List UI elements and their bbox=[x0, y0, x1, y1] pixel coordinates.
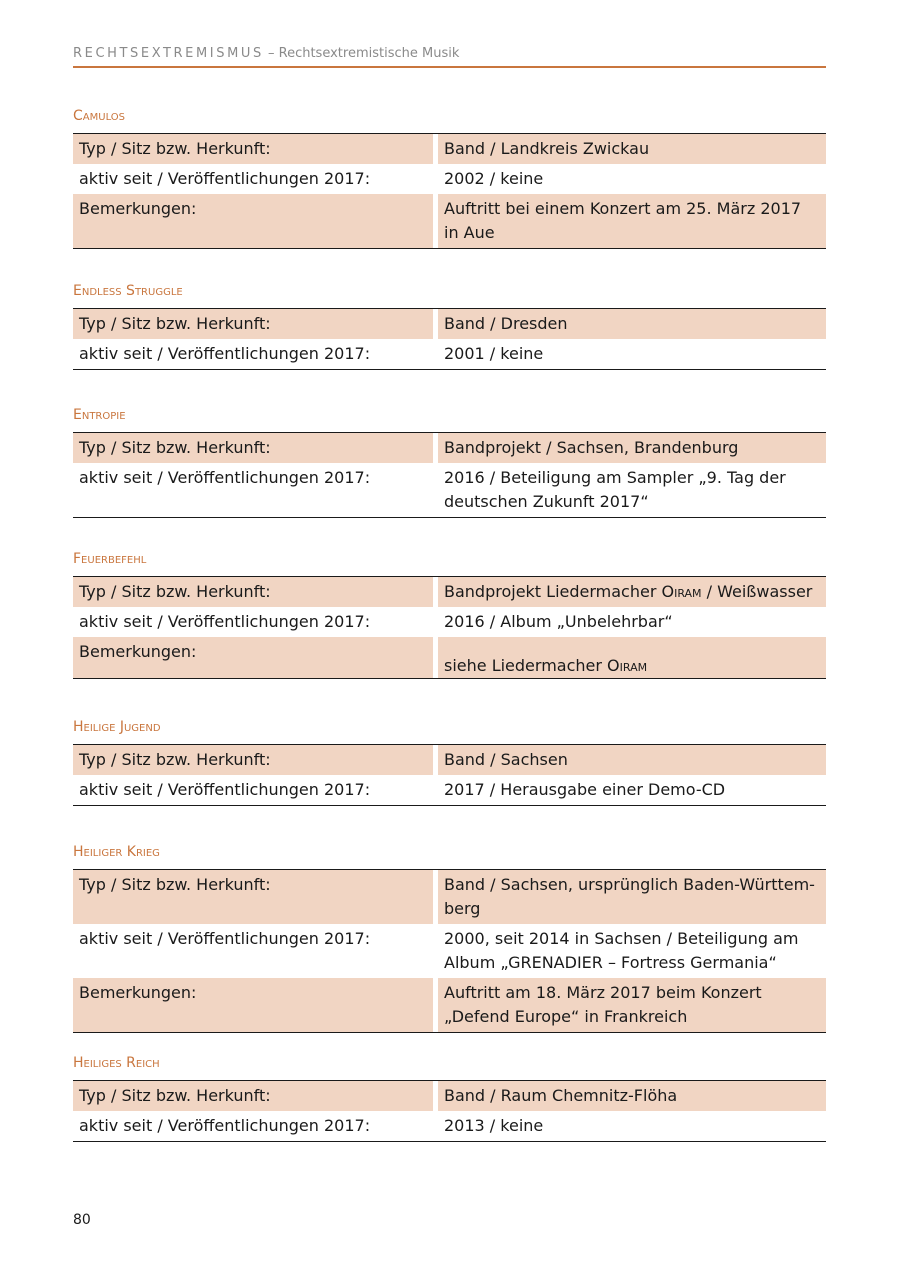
row-label: Typ / Sitz bzw. Herkunft: bbox=[73, 134, 433, 164]
row-label: aktiv seit / Veröffentlichungen 2017: bbox=[79, 612, 371, 631]
row-label: aktiv seit / Veröffentlichungen 2017: bbox=[79, 344, 371, 363]
table-row bbox=[73, 775, 826, 805]
band-entry-camulos bbox=[73, 107, 826, 249]
table-row bbox=[73, 309, 826, 339]
row-label: Typ / Sitz bzw. Herkunft: bbox=[73, 870, 433, 924]
table-row bbox=[73, 924, 826, 978]
row-value: 2002 / keine bbox=[433, 164, 826, 194]
band-table bbox=[73, 869, 826, 1033]
table-row bbox=[73, 577, 826, 607]
band-entry-heiliger-krieg bbox=[73, 843, 826, 1033]
table-row bbox=[73, 1081, 826, 1111]
row-label: aktiv seit / Veröffentlichungen 2017: bbox=[79, 169, 371, 188]
band-table bbox=[73, 576, 826, 679]
band-entry-feuerbefehl bbox=[73, 550, 826, 679]
band-table bbox=[73, 744, 826, 806]
row-label: aktiv seit / Veröffentlichungen 2017: bbox=[79, 929, 371, 948]
row-value: Auftritt bei einem Konzert am 25. März 2017 in Aue bbox=[433, 194, 826, 248]
band-title: Heilige Jugend bbox=[73, 719, 161, 735]
table-row bbox=[73, 607, 826, 637]
row-value: Bandprojekt / Sachsen, Brandenburg bbox=[433, 433, 826, 463]
band-entry-heilige-jugend bbox=[73, 718, 826, 806]
row-label: aktiv seit / Veröffentlichungen 2017: bbox=[79, 468, 371, 487]
band-title: Entropie bbox=[73, 407, 126, 423]
artist-name: Oiram bbox=[607, 656, 648, 675]
page-number: 80 bbox=[73, 1212, 91, 1228]
row-value: 2016 / Album „Unbelehrbar“ bbox=[433, 607, 826, 637]
header-title: RECHTSEXTREMISMUS bbox=[73, 46, 264, 61]
running-header bbox=[73, 46, 826, 68]
row-label: Typ / Sitz bzw. Herkunft: bbox=[73, 577, 433, 607]
row-label: Typ / Sitz bzw. Herkunft: bbox=[73, 309, 433, 339]
table-row bbox=[73, 339, 826, 369]
table-row bbox=[73, 637, 826, 678]
table-row bbox=[73, 1111, 826, 1141]
row-value: 2013 / keine bbox=[433, 1111, 826, 1141]
row-value: Band / Landkreis Zwickau bbox=[433, 134, 826, 164]
table-row bbox=[73, 134, 826, 164]
band-title: Endless Struggle bbox=[73, 283, 183, 299]
row-label: aktiv seit / Veröffentlichungen 2017: bbox=[79, 780, 371, 799]
header-separator: – bbox=[263, 46, 279, 61]
row-label: aktiv seit / Veröffentlichungen 2017: bbox=[79, 1116, 371, 1135]
band-entry-endless-struggle bbox=[73, 282, 826, 370]
band-title: Heiliges Reich bbox=[73, 1055, 160, 1071]
row-value: Auftritt am 18. März 2017 beim Konzert „Defend Europe“ in Frankreich bbox=[433, 978, 826, 1032]
table-row bbox=[73, 194, 826, 248]
row-label: Bemerkungen: bbox=[73, 194, 433, 248]
table-row bbox=[73, 870, 826, 924]
band-table bbox=[73, 1080, 826, 1142]
row-label: Typ / Sitz bzw. Herkunft: bbox=[73, 1081, 433, 1111]
band-table bbox=[73, 308, 826, 370]
table-row bbox=[73, 433, 826, 463]
band-title: Camulos bbox=[73, 108, 125, 124]
band-table bbox=[73, 432, 826, 518]
row-value bbox=[433, 577, 826, 607]
table-row bbox=[73, 745, 826, 775]
artist-name: Oiram bbox=[661, 582, 702, 601]
row-value: 2016 / Beteiligung am Sampler „9. Tag der deutschen Zukunft 2017“ bbox=[433, 463, 826, 517]
table-row bbox=[73, 978, 826, 1032]
row-label: Typ / Sitz bzw. Herkunft: bbox=[73, 433, 433, 463]
row-label: Bemerkungen: bbox=[73, 978, 433, 1032]
value-text: Bandprojekt Liedermacher bbox=[444, 582, 662, 601]
row-value: 2000, seit 2014 in Sachsen / Beteiligung am Album „GRENADIER – Fortress Germania“ bbox=[433, 924, 826, 978]
value-text: siehe Liedermacher bbox=[444, 656, 608, 675]
row-value bbox=[433, 637, 826, 678]
row-label: Bemerkungen: bbox=[73, 637, 433, 678]
row-value: Band / Sachsen bbox=[433, 745, 826, 775]
row-value: 2017 / Herausgabe einer Demo-CD bbox=[433, 775, 826, 805]
row-value: Band / Raum Chemnitz-Flöha bbox=[433, 1081, 826, 1111]
band-table bbox=[73, 133, 826, 249]
value-text: / Weißwasser bbox=[701, 582, 813, 601]
row-label: Typ / Sitz bzw. Herkunft: bbox=[73, 745, 433, 775]
table-row bbox=[73, 463, 826, 517]
band-title: Heiliger Krieg bbox=[73, 844, 160, 860]
row-value: 2001 / keine bbox=[433, 339, 826, 369]
band-title: Feuerbefehl bbox=[73, 551, 147, 567]
header-subtitle: Rechtsextremistische Musik bbox=[278, 46, 460, 61]
row-value: Band / Dresden bbox=[433, 309, 826, 339]
band-entry-heiliges-reich bbox=[73, 1054, 826, 1142]
band-entry-entropie bbox=[73, 406, 826, 518]
row-value: Band / Sachsen, ursprünglich Baden-Württem-berg bbox=[433, 870, 826, 924]
table-row bbox=[73, 164, 826, 194]
